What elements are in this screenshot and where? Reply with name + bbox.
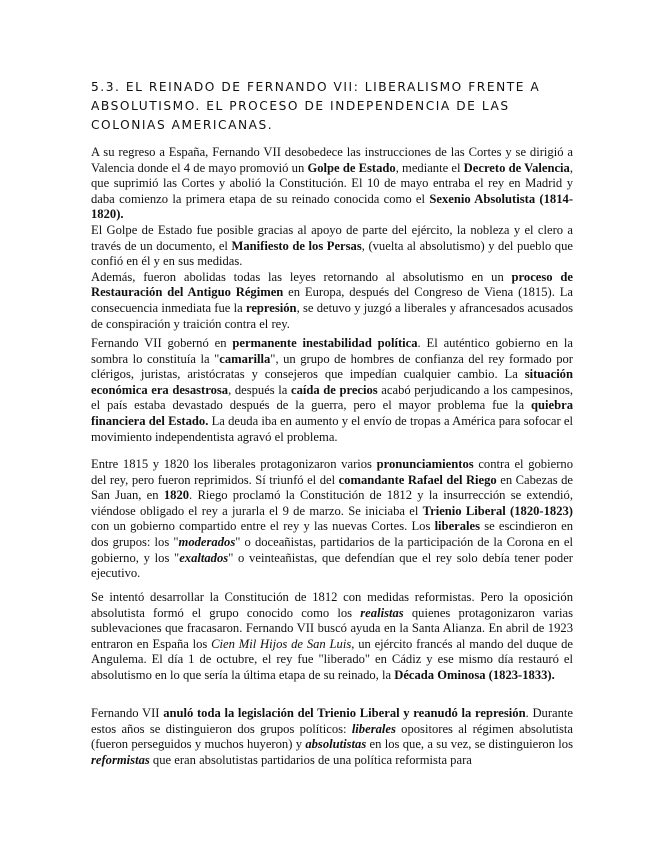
text-run: en Cabezas de San Juan, en [91,472,573,503]
text-run: , (vuelta al absolutismo) y del pueblo que confió en él y en sus medidas. [91,238,573,269]
paragraph [91,336,573,445]
emphasis-text: camarilla [219,351,271,366]
text-run: A su regreso a España, Fernando VII desobedece las instrucciones de las Cortes y se dirigió a Valencia donde el 4 de mayo promovió un [91,145,573,175]
emphasis-text: realistas [360,605,404,620]
text-run: opositores al régimen absolutista (fueron perseguidos y muchos huyeron) y [91,721,573,752]
section-trienio-liberal [91,457,573,582]
text-run: , que suprimió las Cortes y abolió la Constitución. El 10 de mayo entraba el rey en Madrid y daba comienzo la primera etapa de su reinado conocida como el [91,160,574,206]
emphasis-text: anuló toda la legislación del Trienio Liberal y reanudó la represión [163,706,526,720]
emphasis-text: caída de precios [290,382,378,397]
emphasis-text: Trienio Liberal (1820-1823) [422,503,573,518]
text-run: en Europa, después del Congreso de Viena (1815). La consecuencia inmediata fue la [91,285,574,315]
section-decada-ominosa [91,590,573,684]
emphasis-text: reformistas [91,752,150,767]
text-run: acabó perjudicando a los campesinos, el país estaba devastado después de la guerra, pero el mayor problema fue la [91,382,573,413]
emphasis-text: Manifiesto de los Persas [231,238,362,253]
emphasis-text: Década Ominosa (1823-1833). [394,667,555,682]
emphasis-text: Decreto de Valencia [463,160,570,175]
text-run: ", un grupo de hombres de confianza del rey formado por clérigos, juristas, aristócratas y consejeros que impedían cualquier cambio. La [91,351,573,382]
section-inestabilidad-politica [91,336,573,445]
text-run: Además, fueron abolidas todas las leyes retornando al absolutismo en un [91,269,512,284]
text-run: " o doceañistas, partidarios de la participación de la Corona en el gobierno, y los " [91,534,573,565]
emphasis-text: situación económica era desastrosa [91,367,573,397]
emphasis-text: liberales [351,721,396,736]
emphasis-text: comandante Rafael del Riego [338,472,497,487]
emphasis-text: Cien Mil Hijos de San Luis [211,636,352,651]
emphasis-text: Sexenio Absolutista (1814-1820). [91,191,574,222]
paragraph [91,457,573,582]
text-run: El Golpe de Estado fue posible gracias al apoyo de parte del ejército, la nobleza y el clero a través de un documento, el [91,222,573,253]
paragraph [91,145,573,223]
emphasis-text: Golpe de Estado [307,160,396,175]
text-run: , mediante el [395,160,464,175]
text-run: Entre 1815 y 1820 los liberales protagonizaron varios [91,457,377,471]
text-run: , se detuvo y juzgó a liberales y afrancesados acusados de conspiración y traición contra el rey. [91,300,574,331]
text-run: Fernando VII [91,706,164,720]
emphasis-text: proceso de Restauración del Antiguo Régimen [91,269,573,300]
text-run: . Durante estos años se distinguieron dos grupos políticos: [91,706,573,736]
text-run: con un gobierno compartido entre el rey y las nuevas Cortes. Los [91,519,435,534]
paragraph [91,706,573,768]
text-run: " o veinteañistas, que defendían que el rey solo debía tener poder ejecutivo. [91,550,573,581]
text-run: se escindieron en dos grupos: los " [91,519,573,549]
text-run: quienes protagonizaron varias sublevaciones que fracasaron. Fernando VII buscó ayuda en la Santa Alianza. En abril de 1923 entraron en España los [91,605,574,651]
emphasis-text: moderados [178,534,236,549]
text-run: Fernando VII gobernó en [91,336,233,350]
text-run: Se intentó desarrollar la Constitución de 1812 con medidas reformistas. Pero la oposición absolutista formó el grupo conocido como los [91,590,573,620]
emphasis-text: exaltados [179,550,229,565]
emphasis-text: liberales [434,519,481,534]
text-run: en los que, a su vez, se distinguieron los [366,737,573,752]
section-title: 5.3. EL REINADO DE FERNANDO VII: LIBERALISMO FRENTE A ABSOLUTISMO. EL PROCESO DE INDEPENDENCIA DE LAS COLONIAS AMERICANAS. [91,80,541,132]
text-run: que eran absolutistas partidarios de una política reformista para [149,752,472,767]
text-run: La deuda iba en aumento y el envío de tropas a América para sofocar el movimiento independentista agravó el problema. [91,413,573,444]
section-sexenio-absolutista [91,145,573,332]
emphasis-text: pronunciamientos [376,457,474,471]
text-run: . Riego proclamó la Constitución de 1812 y la insurrección se extendió, viéndose obligado el rey a jurarla el 9 de marzo. Se iniciaba el [91,488,573,518]
section-represion [91,706,573,768]
emphasis-text: absolutistas [305,737,367,752]
emphasis-text: quiebra financiera del Estado. [91,398,573,428]
text-run: , después la [228,382,291,397]
paragraph [91,590,573,684]
emphasis-text: permanente inestabilidad política [232,336,418,350]
paragraph [91,270,573,332]
text-run: . El auténtico gobierno en la sombra lo constituía la " [91,336,573,366]
paragraph [91,223,573,270]
text-run: , un ejército francés al mando del duque de Angulema. El día 1 de octubre, el rey fue "liberado" en Cádiz y ese mismo día restauró el absolutismo en lo que sería la última etapa de su reinado, la [91,636,573,682]
text-run: contra el gobierno del rey, pero fueron reprimidos. Sí triunfó el del [91,457,573,487]
emphasis-text: 1820 [163,488,190,503]
emphasis-text: represión [245,300,297,315]
